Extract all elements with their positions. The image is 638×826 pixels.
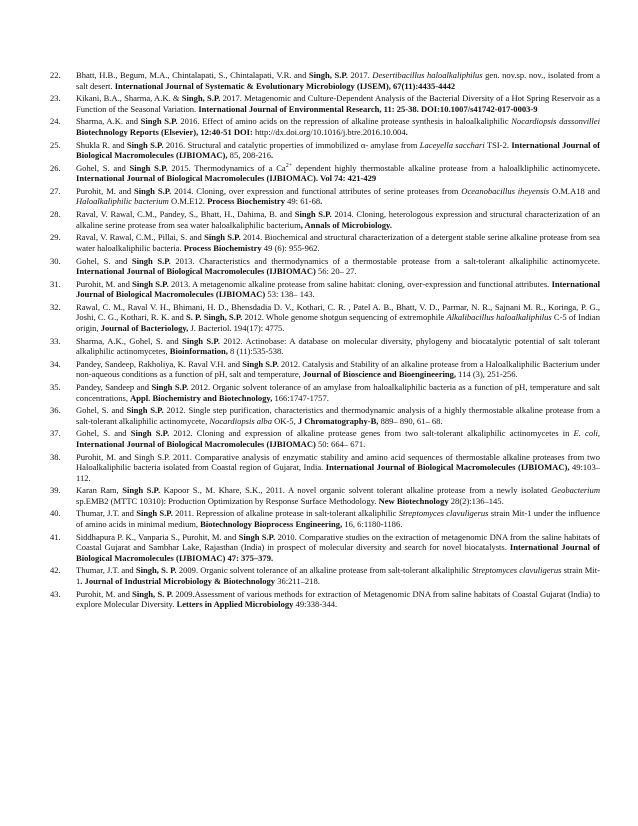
reference-bold-text: Singh S.P.	[126, 139, 164, 150]
reference-item	[50, 278, 601, 300]
reference-text: 2014. Biochemical and structural characterization of a detergent stable serine alkaline protease from sea water haloalkaliphilic bacteria.	[76, 232, 600, 253]
reference-text: 36:211–218.	[275, 575, 320, 586]
reference-bold-text: Singh S.P.	[131, 255, 171, 266]
reference-text: Thumar, J.T. and	[76, 565, 136, 576]
reference-bold-text: Singh, S. P.	[135, 565, 177, 576]
reference-text: 49 (6): 955-962.	[261, 242, 320, 253]
reference-bold-text: International Journal of Environmental Research, 11: 25-38. DOI:10.1007/s41742-017-0003-9	[198, 103, 538, 114]
reference-italic-text: Streptomyces clavuligerus	[471, 565, 562, 576]
reference-text: O.M.E12.	[168, 196, 208, 207]
reference-bold-text: . International Journal of Biological Macromolecules (IJBIOMAC). Vol 74: 421-429	[76, 162, 600, 184]
reference-text: Gohel, S. and	[76, 405, 127, 416]
reference-bold-text: , Annals of Microbiology.	[300, 219, 392, 230]
reference-text: Karan Ram,	[76, 485, 123, 496]
reference-text: 2010. Comparative studies on the extraction of metagenomic DNA from the saline habitats of Coastal Gujarat and Sambhar Lake, Rajasthan (India) in prospect of molecular diversity and search for novel biocatalysts.	[76, 531, 600, 553]
reference-text: 2009. Organic solvent tolerance of an alkaline protease from salt-tolerant alkaliphilic	[176, 565, 472, 576]
reference-number: 43.	[50, 588, 61, 599]
reference-text: 2012. Catalysis and Stability of an alkaline protease from a Haloalkaliphilic Bacterium under non-aqueous conditions as a function of pH, salt and temperature,	[76, 358, 600, 380]
reference-text: Kikani, B.A., Sharma, A.K. &	[76, 93, 182, 104]
reference-bold-text: Biotechnology Bioprocess Engineering,	[200, 519, 343, 530]
reference-number: 42.	[50, 565, 61, 576]
reference-bold-text: Journal of Bioscience and Bioengineering,	[302, 369, 457, 380]
reference-text: 2014. Cloning, heterologous expression and structural characterization of an alkaline serine protease from sea water haloalkaliphilic bacterium	[76, 209, 600, 230]
reference-item	[50, 301, 600, 334]
reference-text: 2013. A metagenomic alkaline protease from saline habitat: cloning, over-expression and functional attributes.	[168, 278, 552, 289]
reference-text: 49: 61-68	[285, 196, 321, 207]
reference-item	[50, 185, 601, 207]
reference-number: 32.	[50, 301, 61, 312]
reference-number: 35.	[50, 381, 61, 392]
reference-text: Siddhapura P. K., Vanparia S., Purohit, M. and	[76, 531, 239, 542]
reference-bold-text: Singh S.P.	[140, 116, 178, 127]
reference-text: strain Mit-1	[76, 565, 600, 586]
reference-text: 2011. Repression of alkaline protease in salt-tolerant alkaliphilic	[172, 508, 399, 519]
reference-item	[50, 565, 600, 586]
reference-bold-text: International Journal of Biological Macromolecules (IJBIOMAC) 47: 375–379.	[76, 542, 600, 563]
reference-bold-text: Singh S.P.	[182, 335, 220, 346]
reference-text: 8 (11):535-538.	[227, 346, 284, 357]
reference-bold-text: Singh S.P.	[242, 358, 279, 369]
reference-text: Thumar, J.T. and	[76, 508, 137, 519]
reference-italic-text: Nocardiopsis dassonvillei	[511, 116, 600, 127]
reference-number: 40.	[50, 508, 61, 519]
reference-text: J. Bacteriol. 194(17): 4775.	[188, 322, 285, 333]
reference-text: 2017. Metagenomic and Culture-Dependent Analysis of the Bacterial Diversity of a Hot Spring Reservoir as a Function of the Seasonal Variation.	[76, 93, 600, 114]
reference-number: 34.	[50, 358, 61, 369]
reference-text: Raval, V. Rawal, C.M., Pandey, S., Bhatt, H., Dahima, B. and	[76, 209, 295, 220]
reference-text: O.M.A18 and	[549, 185, 601, 196]
reference-item	[50, 162, 600, 184]
reference-text: Shukla R. and	[76, 139, 127, 150]
reference-text: sp.EMB2 (MTTC 10310): Production Optimization by Response Surface Methodology.	[76, 495, 379, 506]
reference-item	[50, 139, 601, 161]
reference-bold-text: Singh S.P.	[204, 232, 241, 243]
reference-text: Rawal, C. M., Raval V. H., Bhimani, H. D., Bhensdadia D. V., Kothari, C. R. , Patel A. B., Bhatt, V. D., Parmar, N. R., Sajnani M. R., Koringa, P. G., Joshi, C. G., Kothari, R. K. and	[76, 301, 600, 323]
reference-bold-text: New Biotechnology	[378, 495, 449, 506]
reference-number: 33.	[50, 335, 61, 346]
reference-item	[50, 232, 600, 253]
reference-bold-text: International Journal of Systematic & Evolutionary Microbiology (IJSEM), 67(11):4435-4442	[114, 80, 456, 91]
reference-number: 27.	[50, 185, 61, 196]
reference-text: 53: 138– 143.	[265, 289, 315, 300]
reference-text: 2015. Thermodynamics of a Ca	[167, 162, 286, 173]
reference-item	[50, 531, 600, 564]
reference-text: 85, 208-216	[227, 150, 271, 161]
reference-number: 36.	[50, 405, 61, 416]
reference-text: 28(2):136–145.	[448, 495, 504, 506]
reference-bold-text: International Journal of Biological Macromolecules (IJBIOMAC)	[76, 438, 316, 449]
reference-bold-text: Process Biochemistry	[207, 196, 285, 207]
reference-item	[50, 381, 600, 403]
reference-text: 2+	[285, 162, 293, 169]
reference-text: 2012. Actinobase: A database on molecular diversity, phylogeny and biocatalytic potential of salt tolerant alkaliphilic actinomycetes,	[76, 335, 600, 357]
reference-number: 30.	[50, 255, 61, 266]
reference-bold-text: Singh, S.P.	[181, 93, 221, 104]
reference-text: 2014. Cloning, over expression and functional attributes of serine proteases from	[171, 185, 462, 196]
reference-item	[50, 451, 601, 484]
reference-bold-text: Singh S.P.	[136, 508, 173, 519]
reference-item	[50, 209, 600, 230]
reference-text: 50: 664– 671.	[315, 438, 366, 449]
reference-text: ,	[597, 428, 601, 439]
reference-bold-text: International Journal of Biological Macromolecules (IJBIOMAC),	[325, 462, 570, 473]
reference-text: http://dx.doi.org/10.1016/j.btre.2016.10.004	[252, 126, 406, 137]
reference-text: Kapoor S., M. Khare, S.K., 2011. A novel organic solvent tolerant alkaline protease from a newly isolated	[160, 485, 552, 496]
reference-bold-text: Journal of Bacteriology,	[100, 322, 189, 333]
reference-number: 37.	[50, 428, 61, 439]
reference-text: TSI-2.	[484, 139, 512, 150]
reference-text: 2012. Whole genome shotgun sequencing of extremophile	[242, 312, 447, 323]
reference-text: Gohel, S. and	[76, 162, 130, 173]
reference-text: Gohel, S. and	[76, 255, 132, 266]
reference-bold-text: Singh S.P.	[132, 278, 169, 289]
reference-text: Sharma, A.K. and	[76, 116, 141, 127]
reference-item	[50, 93, 600, 114]
reference-bold-text: .	[320, 196, 323, 207]
reference-text: Bhatt, H.B., Begum, M.A., Chintalapati, S., Chintalapati, V.R. and	[76, 70, 309, 80]
reference-bold-text: Singh, S.P.	[308, 70, 348, 80]
reference-text: 889– 890, 61– 68.	[378, 415, 443, 426]
reference-bold-text: International Journal of Biological Macromolecules (IJBIOMAC)	[76, 278, 601, 300]
reference-text: 2012. Organic solvent tolerance of an amylase from haloalkaliphilic bacteria as a function of pH, temperature and salt concentrations,	[76, 381, 600, 403]
reference-number: 22.	[50, 70, 61, 80]
reference-text: 2016. Structural and catalytic properties of immobilized α- amylase from	[163, 139, 420, 150]
reference-number: 31.	[50, 278, 61, 289]
reference-text: dependent highly thermostable alkaline protease from a haloalkliphilic actinomycete	[292, 162, 598, 173]
reference-bold-text: . Journal of Industrial Microbiology & Biotechnology	[80, 575, 276, 586]
reference-bold-text: J Chromatography-B,	[297, 415, 379, 426]
reference-item	[50, 508, 601, 530]
reference-item	[50, 255, 600, 277]
reference-bold-text: Singh S.P.	[130, 428, 170, 439]
reference-text: gen. nov.sp. nov., isolated from a salt desert.	[76, 70, 600, 91]
reference-number: 41.	[50, 531, 61, 542]
reference-bold-text: Singh S.P.	[129, 162, 168, 173]
reference-item	[50, 358, 600, 380]
reference-number: 39.	[50, 485, 61, 496]
reference-item	[50, 335, 600, 357]
reference-number: 29.	[50, 232, 61, 243]
reference-bold-text: Singh S.P.	[126, 405, 164, 416]
reference-bold-text: Process Biochemistry	[183, 242, 262, 253]
reference-list	[50, 70, 601, 610]
reference-bold-text: Biotechnology Reports (Elsevier), 12:40-51 DOI:	[76, 126, 253, 137]
reference-italic-text: Oceanobacillus iheyensis	[461, 185, 550, 196]
reference-text: Pandey, Sandeep, Rakholiya, K. Raval V.H. and	[76, 358, 243, 369]
reference-bold-text: Bioinformation,	[169, 346, 228, 357]
reference-item	[50, 428, 601, 449]
reference-number: 28.	[50, 209, 61, 220]
reference-text: 49:103–112.	[76, 462, 601, 483]
reference-text: 49:338-344.	[293, 599, 338, 610]
reference-bold-text: S. P. Singh, S.P.	[185, 312, 243, 323]
reference-text: 2016. Effect of amino acids on the repression of alkaline protease synthesis in haloalkaliphilic	[177, 116, 512, 127]
reference-text: 56: 20– 27.	[315, 266, 357, 277]
reference-bold-text: Singh, S. P.	[132, 588, 174, 599]
reference-text: Purohit, M. and	[76, 185, 135, 196]
reference-item	[50, 116, 600, 137]
reference-text: 2012. Single step purification, characteristics and thermodynamic analysis of a highly thermostable alkaline protease from a salt-tolerant alkaliphilic actinomycete,	[76, 405, 600, 426]
reference-item	[50, 405, 600, 426]
reference-number: 25.	[50, 139, 61, 150]
reference-item	[50, 588, 600, 610]
reference-text: Gohel, S. and	[76, 428, 131, 439]
reference-italic-text: Geobacterium	[551, 485, 601, 496]
reference-number: 24.	[50, 116, 61, 127]
reference-item	[50, 70, 600, 91]
reference-text: 114 (3), 251-256.	[456, 369, 518, 380]
reference-item	[50, 485, 601, 506]
reference-text: 2009.Assessment of various methods for extraction of Metagenomic DNA from saline habitats of Coastal Gujarat (India) to explore Molecular Diversity.	[76, 588, 600, 610]
reference-text: C-5 of Indian origin,	[76, 312, 600, 333]
reference-bold-text: Singh S.P.	[294, 209, 332, 220]
reference-text: 2013. Characteristics and thermodynamics of a thermostable protease from a salt-tolerant alkaliphilic actinomycete.	[170, 255, 600, 266]
reference-bold-text: Singh S.P.	[238, 531, 276, 542]
reference-italic-text: Streptomyces clavuligerus	[398, 508, 489, 519]
reference-number: 26.	[50, 162, 61, 173]
reference-text: 2012. Cloning and expression of alkaline protease genes from two salt-tolerant alkaliphilic actinomycetes in	[169, 428, 574, 439]
reference-text: Raval, V. Rawal, C.M., Pillai, S. and	[76, 232, 205, 243]
reference-text: Purohit, M. and	[76, 278, 133, 289]
reference-text: 166:1747-1757.	[272, 392, 329, 403]
reference-bold-text: Singh S.P.	[122, 485, 161, 496]
reference-bold-text: Singh S.P.	[151, 381, 189, 392]
reference-italic-text: Alkalibacillus haloalkaliphilus	[446, 312, 552, 323]
reference-text: OK-5,	[271, 415, 298, 426]
reference-text: Purohit, M. and Singh S.P. 2011. Comparative analysis of enzymatic stability and amino acid sequences of thermostable alkaline proteases from two Haloalkaliphilic bacteria isolated from Coastal region of Gujarat, India.	[76, 451, 600, 473]
reference-bold-text: Singh S.P.	[134, 185, 172, 196]
reference-bold-text: .	[405, 126, 408, 137]
reference-italic-text: Desertibacillus haloalkaliphilus	[372, 70, 483, 80]
reference-italic-text: Laceyella sacchari	[419, 139, 485, 150]
reference-bold-text: Appl. Biochemistry and Biotechnology,	[130, 392, 273, 403]
reference-number: 23.	[50, 93, 61, 104]
reference-bold-text: .	[270, 150, 274, 161]
reference-bold-text: Letters in Applied Microbiology	[176, 599, 294, 610]
reference-italic-text: Haloalkaliphilic bacterium	[76, 196, 169, 207]
reference-bold-text: International Journal of Biological Macromolecules (IJBIOMAC),	[76, 139, 601, 161]
reference-text: strain Mit-1 under the influence of amino acids in minimal medium,	[76, 508, 601, 530]
reference-italic-text: Nocardiopsis alba	[209, 415, 272, 426]
reference-text: 2017.	[347, 70, 373, 80]
reference-number: 38.	[50, 451, 61, 462]
reference-bold-text: International Journal of Biological Macromolecules (IJBIOMAC)	[76, 266, 316, 277]
reference-text: Purohit, M. and	[76, 588, 133, 599]
reference-text: 16, 6:1180-1186.	[342, 519, 403, 530]
reference-italic-text: E. coli	[573, 428, 598, 439]
reference-text: Pandey, Sandeep and	[76, 381, 152, 392]
reference-text: Sharma, A.K., Gohel, S. and	[76, 335, 183, 346]
